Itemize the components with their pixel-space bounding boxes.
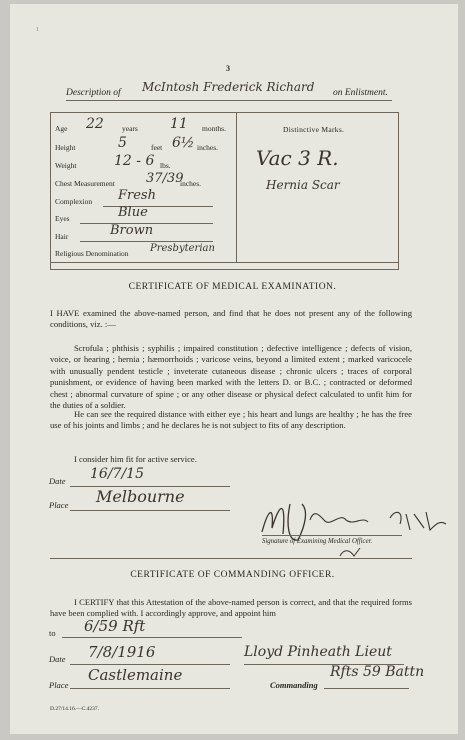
fit-statement: I consider him fit for active service. [74, 454, 197, 464]
hair-value: Brown [110, 223, 154, 238]
appoint-to-line [62, 637, 242, 638]
weight-value: 12 - 6 [114, 153, 155, 169]
description-bottom-rule [50, 262, 398, 263]
height-inches-value: 6½ [172, 135, 195, 151]
complexion-value: Fresh [118, 188, 156, 203]
feet-label: feet [151, 143, 163, 152]
appoint-to-value: 6/59 Rft [84, 617, 146, 635]
commanding-date-value: 7/8/1916 [88, 643, 156, 661]
weight-label: Weight [55, 161, 77, 170]
height-feet-value: 5 [118, 135, 127, 151]
commanding-date-line [70, 664, 230, 665]
medical-signature-line [262, 535, 402, 536]
commanding-date-label: Date [49, 654, 66, 664]
medical-place-label: Place [49, 500, 69, 510]
lbs-label: lbs. [160, 161, 171, 170]
chest-value: 37/39 [146, 171, 184, 186]
age-months-value: 11 [170, 116, 188, 132]
religion-label: Religious Denomination [55, 249, 129, 258]
height-label: Height [55, 143, 76, 152]
age-label: Age [55, 124, 68, 133]
punched-mark: 1 [36, 27, 39, 33]
chest-label: Chest Measurement [55, 179, 115, 188]
commanding-statement: I CERTIFY that this Attestation of the above-named person is correct, and that the required forms have been complied with. I accordingly approve, and appoint him [50, 597, 412, 619]
inches-label: inches. [197, 143, 219, 152]
medical-officer-signature [250, 490, 460, 565]
enlistment-label: on Enlistment. [333, 88, 388, 98]
page-number: 3 [226, 64, 230, 73]
commanding-label: Commanding [270, 680, 318, 690]
eyes-value: Blue [118, 205, 148, 220]
medical-date-label: Date [49, 476, 66, 486]
hair-line [80, 241, 213, 242]
commanding-place-line [70, 688, 230, 689]
medical-intro: I HAVE examined the above-named person, and find that he does not present any of the following conditions, viz. :— [50, 308, 412, 330]
commanding-officer-heading: CERTIFICATE OF COMMANDING OFFICER. [130, 570, 335, 580]
soldier-name: McIntosh Frederick Richard [142, 80, 315, 94]
distinctive-mark-2: Hernia Scar [266, 178, 340, 192]
description-box [50, 112, 399, 270]
title-underline [66, 100, 392, 101]
appoint-to-label: to [49, 628, 56, 638]
age-years-value: 22 [86, 116, 104, 132]
hair-label: Hair [55, 232, 69, 241]
commanding-unit-value: Rfts 59 Battn [330, 664, 425, 680]
commanding-officer-signature: Lloyd Pinheath Lieut [244, 644, 392, 660]
distinctive-marks-label: Distinctive Marks. [283, 125, 345, 134]
medical-certificate-heading: CERTIFICATE OF MEDICAL EXAMINATION. [128, 282, 337, 292]
description-label: Description of [66, 88, 121, 98]
medical-place-value: Melbourne [96, 487, 185, 506]
commanding-place-value: Castlemaine [88, 666, 183, 684]
chest-inches-label: inches. [180, 179, 202, 188]
complexion-label: Complexion [55, 197, 93, 206]
medical-date-value: 16/7/15 [90, 466, 144, 482]
months-label: months. [202, 124, 226, 133]
medical-statement: He can see the required distance with either eye ; his heart and lungs are healthy ; he has the free use of his joints and limbs ; and he declares he is not subject to fits of any description. [50, 409, 412, 431]
description-divider [236, 112, 237, 262]
distinctive-mark-1: Vac 3 R. [256, 146, 339, 170]
commanding-place-label: Place [49, 680, 69, 690]
religion-value: Presbyterian [150, 243, 215, 254]
medical-conditions: Scrofula ; phthisis ; syphilis ; impaired constitution ; defective intelligence ; defects of vision, voice, or hearing ; hernia ; hæmorrhoids ; varicose veins, beyond a limited extent ; marked varicocele with unusually pendent testicle ; inveterate cutaneous disease ; chronic ulcers ; traces of corporal punishment, or evidence of having been marked with the letters D. or B.C. ; contracted or deformed chest ; abnormal curvature of spine ; or any other disease or physical defect calculated to unfit him for the duties of a soldier. [50, 343, 412, 411]
section-divider [50, 558, 412, 559]
print-code: D.27/14.16.—C.4237. [50, 706, 100, 712]
medical-officer-caption: Signature of Examining Medical Officer. [262, 538, 373, 545]
years-label: years [122, 124, 138, 133]
eyes-label: Eyes [55, 214, 70, 223]
commanding-unit-line [324, 688, 409, 689]
medical-place-line [70, 510, 230, 511]
